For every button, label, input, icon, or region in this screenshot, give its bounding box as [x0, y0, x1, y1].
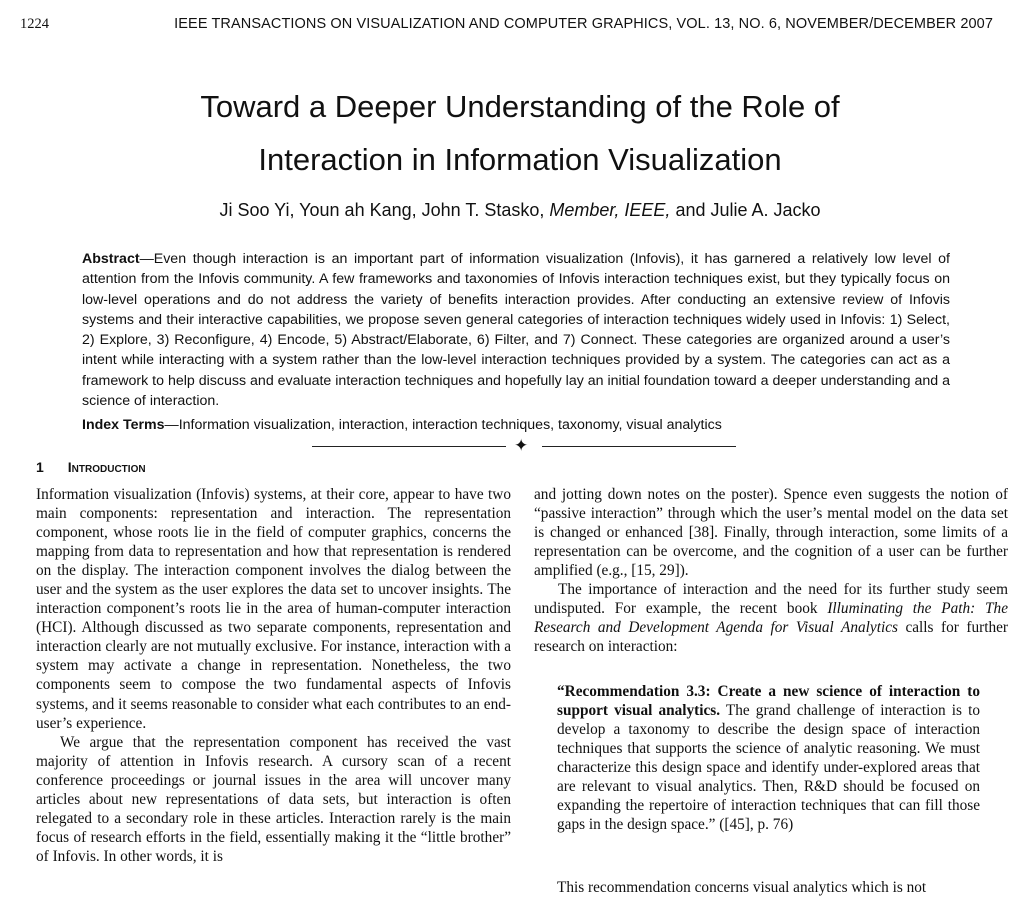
page-header	[20, 16, 993, 36]
right-paragraph-1: and jotting down notes on the poster). Spence even suggests the notion of “passive interaction” through which the user’s mental model on the data set is changed or enhanced [38]. Finally, through interaction, some limits of a representation can be overcome, and the cognition of a user can be further amplified (e.g., [15, 29]).	[534, 486, 1008, 580]
section-number: 1	[36, 459, 44, 475]
section-divider	[312, 436, 736, 456]
book-title: Illuminating the Path: The Research and Development Agenda for Visual Analytics	[534, 600, 1008, 637]
index-terms-text: —Information visualization, interaction, interaction techniques, taxonomy, visual analytics	[164, 417, 722, 433]
right-column	[534, 485, 1008, 656]
right-paragraph-3: This recommendation concerns visual analytics which is not	[557, 879, 927, 896]
author-names: Ji Soo Yi, Youn ah Kang, John T. Stasko,	[219, 200, 545, 220]
title-line-2: Interaction in Information Visualization	[258, 142, 782, 177]
divider-star-icon: ✦	[514, 436, 529, 455]
right-paragraph-2	[534, 580, 1008, 656]
paper-title	[0, 80, 1027, 186]
divider-line-right	[542, 446, 736, 447]
author-names-last: and Julie A. Jacko	[675, 200, 821, 220]
divider-line-left	[312, 446, 506, 447]
index-terms	[82, 417, 950, 433]
quote-text: The grand challenge of interaction is to develop a taxonomy to describe the design space of interaction techniques that supports the science of analytic reasoning. We must characterize this design space and identify under-explored areas that are relevant to visual analytics. Then, R&D should be focused on expanding the repertoire of interaction techniques that can fill those gaps in the design space.” ([45], p. 76)	[557, 702, 980, 834]
section-heading	[36, 459, 146, 475]
page-number: 1224	[20, 16, 49, 32]
index-terms-label: Index Terms	[82, 417, 165, 433]
title-line-1: Toward a Deeper Understanding of the Role of	[200, 89, 840, 124]
journal-running-head: IEEE TRANSACTIONS ON VISUALIZATION AND COMPUTER GRAPHICS, VOL. 13, NO. 6, NOVEMBER/DECEMBER 2007	[174, 16, 993, 32]
right-paragraph-2-text: The importance of interaction and the need for its further study seem undisputed. For example, the recent book	[534, 581, 1008, 618]
abstract	[82, 249, 950, 411]
author-list	[0, 200, 1027, 221]
abstract-text: —Even though interaction is an important part of information visualization (Infovis), it has garnered a relatively low level of attention from the Infovis community. A few frameworks and taxonomies of Infovis interaction techniques exist, but they typically focus on low-level operations and do not address the variety of benefits interaction provides. After conducting an extensive review of Infovis systems and their interactive capabilities, we propose seven general categories of interaction techniques widely used in Infovis: 1) Select, 2) Explore, 3) Reconfigure, 4) Encode, 5) Abstract/Elaborate, 6) Filter, and 7) Connect. These categories are organized around a user’s intent while interacting with a system rather than the low-level interaction techniques provided by a system. The categories can act as a framework to help discuss and evaluate interaction techniques and hopefully lay an initial foundation toward a deeper understanding and a science of interaction.	[82, 251, 950, 410]
author-membership: Member, IEEE,	[549, 200, 671, 220]
left-column	[36, 485, 511, 866]
block-quote	[557, 682, 980, 834]
abstract-label: Abstract	[82, 251, 140, 267]
intro-paragraph-1: Information visualization (Infovis) systems, at their core, appear to have two main components: representation and interaction. The representation component, whose roots lie in the field of computer graphics, concerns the mapping from data to representation and how that representation is rendered on the display. The interaction component involves the dialog between the user and the system as the user explores the data set to uncover insights. The interaction component’s roots lie in the area of human-computer interaction (HCI). Although discussed as two separate components, representation and interaction clearly are not mutually exclusive. For instance, interaction with a system may activate a change in representation. Nonetheless, the two components seem to compose the two fundamental aspects of Infovis systems, and it seems reasonable to consider what each contributes to an end-user’s experience.	[36, 486, 511, 732]
section-title: Introduction	[67, 459, 146, 475]
intro-paragraph-2: We argue that the representation component has received the vast majority of attention in Infovis research. A cursory scan of a recent conference proceedings or journal issues in the area will uncover many articles about new representations of data sets, but interaction is often relegated to a secondary role in these articles. Interaction rarely is the main focus of research efforts in the field, essentially making it the “little brother” of Infovis. In other words, it is	[36, 733, 511, 865]
quote-heading: “Recommendation 3.3: Create a new science of interaction to support visual analytics.	[557, 683, 980, 720]
right-paragraph-2-end: calls for further research on interaction:	[534, 619, 1008, 656]
